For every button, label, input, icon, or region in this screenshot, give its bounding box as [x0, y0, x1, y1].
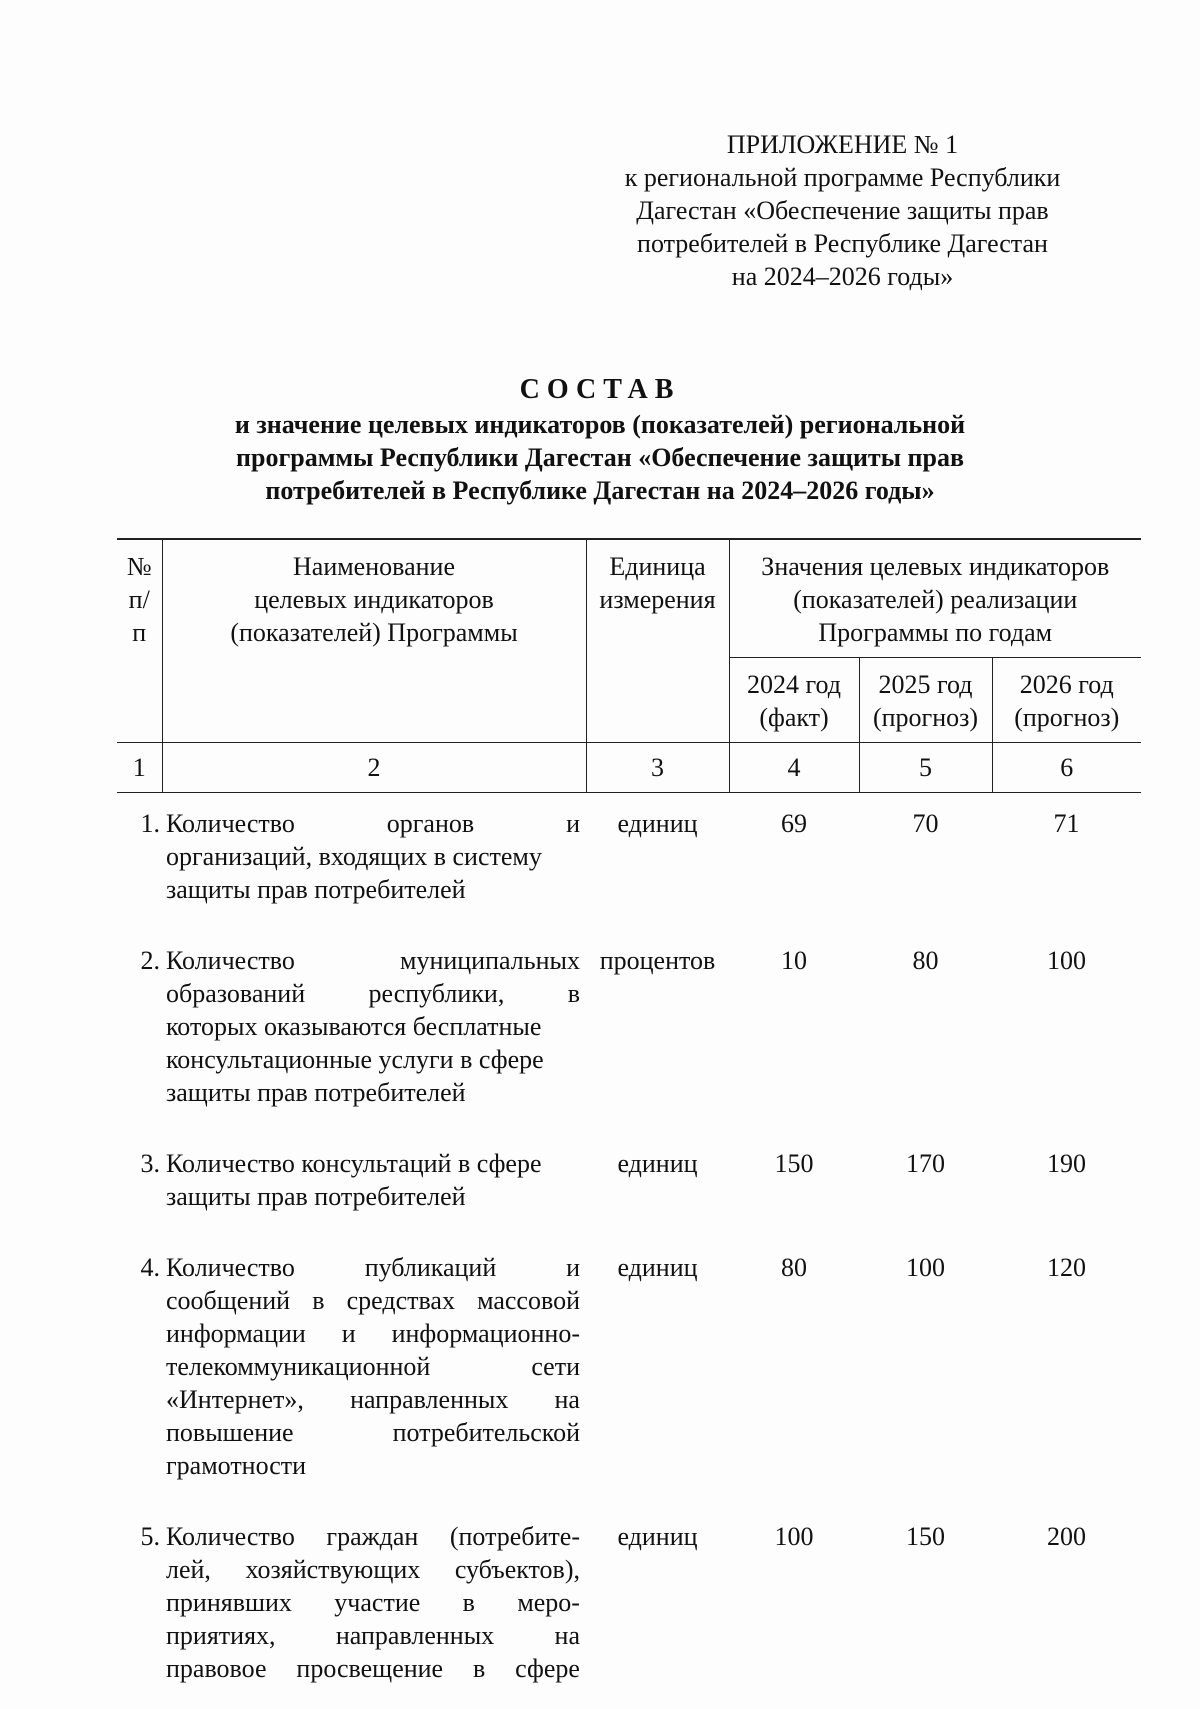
document-title [150, 372, 1050, 507]
name-line [166, 1350, 580, 1383]
header-text: (прогноз) [1014, 703, 1120, 732]
word: Количество [166, 946, 295, 975]
name-line [166, 1586, 580, 1619]
word: приятиях, [166, 1621, 276, 1650]
word: в [567, 979, 580, 1008]
row-number: 1. [140, 809, 160, 838]
word: субъектов), [454, 1555, 580, 1584]
header-text: Единица [609, 552, 706, 581]
table-row [117, 1506, 1141, 1709]
word: меро- [517, 1588, 580, 1617]
value-2024: 150 [774, 1149, 814, 1178]
word: потребительской [392, 1418, 580, 1447]
name-line [166, 1520, 580, 1553]
word: массовой [477, 1286, 580, 1315]
column-number: 2 [162, 743, 586, 793]
header-text: 2024 год [747, 670, 841, 699]
indicator-unit: единиц [617, 1149, 698, 1178]
column-number: 5 [859, 743, 992, 793]
header-text: (прогноз) [872, 703, 979, 732]
header-text: п/ [128, 585, 150, 614]
word: на [554, 1385, 580, 1414]
value-2024: 100 [774, 1522, 814, 1551]
word: информации [166, 1319, 306, 1348]
word: участие [334, 1588, 421, 1617]
word: органов [386, 809, 475, 838]
value-2026: 200 [1047, 1522, 1087, 1551]
title-main: СОСТАВ [519, 374, 681, 405]
word: просвещение [296, 1654, 444, 1683]
title-line: программы Республики Дагестан «Обеспечение защиты прав [236, 443, 964, 472]
value-2024: 69 [781, 809, 807, 838]
indicator-unit: процентов [599, 946, 716, 975]
title-line: и значение целевых индикаторов (показателей) региональной [234, 410, 966, 439]
value-2025: 150 [906, 1522, 945, 1551]
word: телекоммуникационной [166, 1352, 431, 1381]
appendix-line: потребителей в Республике Дагестан [637, 229, 1048, 258]
indicator-unit: единиц [617, 1522, 698, 1551]
name-line: организаций, входящих в систему [166, 842, 542, 871]
appendix-line: на 2024–2026 годы» [731, 262, 954, 291]
word: информационно- [391, 1319, 580, 1348]
header-text: Программы по годам [818, 618, 1053, 647]
table-row [117, 1133, 1141, 1237]
value-2026: 190 [1047, 1149, 1087, 1178]
word: в [473, 1654, 486, 1683]
header-number [117, 539, 162, 743]
header-indicator-name [162, 539, 586, 743]
header-text: п [132, 618, 147, 647]
name-line [166, 944, 580, 977]
appendix-title: ПРИЛОЖЕНИЕ № 1 [726, 130, 959, 159]
row-number: 2. [140, 946, 160, 975]
word: и [566, 1253, 580, 1282]
word: на [554, 1621, 580, 1650]
header-text: (показателей) Программы [230, 618, 518, 647]
column-number: 4 [729, 743, 859, 793]
appendix-line: к региональной программе Республики [624, 163, 1061, 192]
name-line: которых оказываются бесплатные [166, 1012, 542, 1041]
header-unit [586, 539, 729, 743]
indicator-unit: единиц [617, 809, 698, 838]
column-number: 1 [117, 743, 162, 793]
name-line [166, 807, 580, 840]
indicator-name [162, 1506, 586, 1709]
name-line [166, 1383, 580, 1416]
name-line: консультационные услуги в сфере [166, 1045, 544, 1074]
header-year-2025 [859, 658, 992, 743]
row-number: 4. [140, 1253, 160, 1282]
header-year-2024 [729, 658, 859, 743]
word: Количество [166, 809, 295, 838]
header-text: 2026 год [1019, 670, 1114, 699]
word: средствах [346, 1286, 455, 1315]
table-row [117, 1237, 1141, 1506]
name-line [166, 1619, 580, 1652]
column-number: 3 [586, 743, 729, 793]
title-subtitle [150, 408, 1050, 507]
indicator-name [162, 930, 586, 1133]
word: сообщений [166, 1286, 291, 1315]
header-values-group [729, 539, 1141, 658]
header-text: целевых индикаторов [254, 585, 494, 614]
word: принявших [166, 1588, 292, 1617]
name-line [166, 1284, 580, 1317]
value-2025: 70 [912, 809, 939, 838]
value-2026: 100 [1047, 946, 1087, 975]
word: и [341, 1319, 356, 1348]
appendix-note [560, 128, 1125, 293]
appendix-line: Дагестан «Обеспечение защиты прав [636, 196, 1049, 225]
header-year-2026 [992, 658, 1141, 743]
title-line: потребителей в Республике Дагестан на 2024–2026 годы» [265, 476, 935, 505]
word: граждан [326, 1522, 419, 1551]
column-number: 6 [992, 743, 1141, 793]
row-number: 5. [140, 1522, 160, 1551]
word: публикаций [364, 1253, 497, 1282]
table-row [117, 793, 1141, 931]
word: «Интернет», [166, 1385, 304, 1414]
name-line: грамотности [166, 1451, 307, 1480]
name-line [166, 1652, 580, 1685]
word: в [312, 1286, 325, 1315]
word: хозяйствующих [245, 1555, 421, 1584]
value-2026: 120 [1047, 1253, 1087, 1282]
header-text: 2025 год [878, 670, 973, 699]
word: Количество [166, 1522, 295, 1551]
header-text: № [126, 552, 152, 581]
header-text: измерения [599, 585, 716, 614]
word: республики, [368, 979, 505, 1008]
name-line: защиты прав потребителей [166, 1182, 466, 1211]
name-line: защиты прав потребителей [166, 1078, 466, 1107]
name-line [166, 1317, 580, 1350]
indicators-table [117, 538, 1141, 1709]
indicator-name [162, 1237, 586, 1506]
word: Количество [166, 1253, 295, 1282]
value-2025: 170 [906, 1149, 945, 1178]
word: правовое [166, 1654, 267, 1683]
name-line: Количество консультаций в сфере [166, 1149, 542, 1178]
word: в [462, 1588, 475, 1617]
word: направленных [335, 1621, 495, 1650]
word: (потребите- [449, 1522, 580, 1551]
value-2026: 71 [1053, 809, 1080, 838]
row-number: 3. [140, 1149, 160, 1178]
word: муниципальных [399, 946, 580, 975]
header-text: Наименование [293, 552, 455, 581]
word: и [566, 809, 580, 838]
name-line [166, 1416, 580, 1449]
word: лей, [166, 1555, 211, 1584]
value-2024: 10 [781, 946, 807, 975]
header-text: (показателей) реализации [793, 585, 1078, 614]
header-text: Значения целевых индикаторов [761, 552, 1110, 581]
name-line [166, 1251, 580, 1284]
word: направленных [350, 1385, 509, 1414]
value-2025: 100 [906, 1253, 945, 1282]
name-line [166, 977, 580, 1010]
value-2024: 80 [781, 1253, 807, 1282]
indicator-unit: единиц [617, 1253, 698, 1282]
header-text: (факт) [759, 703, 829, 732]
table-row [117, 930, 1141, 1133]
word: сфере [515, 1654, 580, 1683]
indicator-name [162, 793, 586, 931]
value-2025: 80 [912, 946, 939, 975]
word: образований [166, 979, 306, 1008]
word: сети [531, 1352, 580, 1381]
name-line [166, 1553, 580, 1586]
word: повышение [166, 1418, 294, 1447]
name-line: защиты прав потребителей [166, 875, 466, 904]
indicator-name [162, 1133, 586, 1237]
